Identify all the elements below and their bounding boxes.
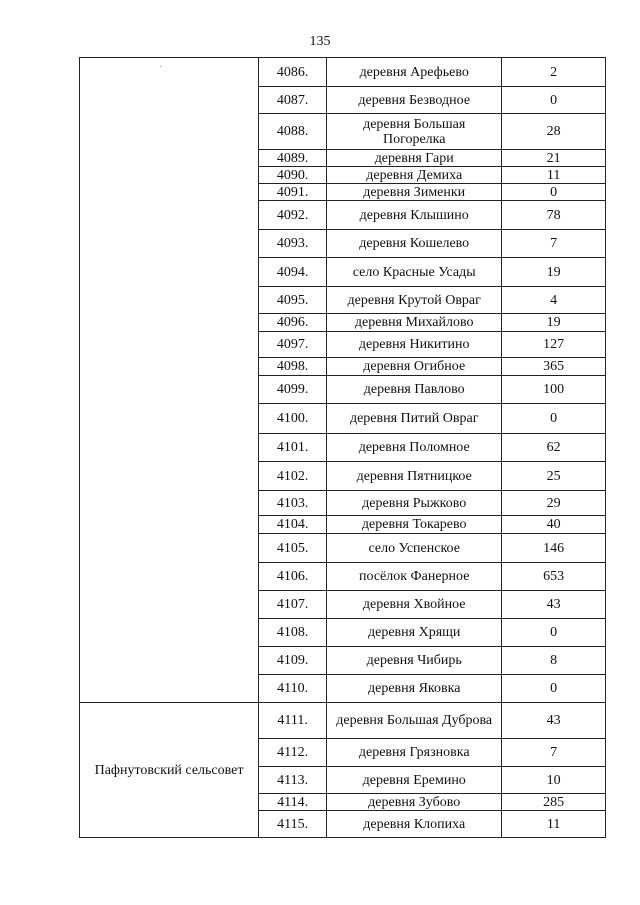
- number-cell: 4100.: [259, 404, 327, 434]
- number-cell: 4106.: [259, 563, 327, 591]
- number-cell: 4108.: [259, 619, 327, 647]
- number-cell: 4115.: [259, 811, 327, 838]
- population-cell: 19: [502, 314, 606, 332]
- number-cell: 4097.: [259, 332, 327, 358]
- number-cell: 4090.: [259, 167, 327, 184]
- number-cell: 4113.: [259, 767, 327, 794]
- settlement-cell: деревня Безводное: [327, 87, 502, 114]
- population-cell: 285: [502, 794, 606, 811]
- number-cell: 4094.: [259, 258, 327, 287]
- number-cell: 4109.: [259, 647, 327, 675]
- population-cell: 2: [502, 58, 606, 87]
- population-cell: 0: [502, 675, 606, 703]
- population-cell: 0: [502, 619, 606, 647]
- settlement-cell: деревня Гари: [327, 150, 502, 167]
- population-cell: 11: [502, 811, 606, 838]
- number-cell: 4098.: [259, 358, 327, 376]
- population-cell: 21: [502, 150, 606, 167]
- settlement-cell: деревня Арефьево: [327, 58, 502, 87]
- number-cell: 4112.: [259, 739, 327, 767]
- settlement-cell: деревня Питий Овраг: [327, 404, 502, 434]
- settlement-cell: деревня Токарево: [327, 516, 502, 534]
- number-cell: 4086.: [259, 58, 327, 87]
- number-cell: 4101.: [259, 434, 327, 462]
- settlements-table: [79, 57, 606, 838]
- settlement-cell: деревня Чибирь: [327, 647, 502, 675]
- population-cell: 4: [502, 287, 606, 314]
- settlement-cell: деревня Огибное: [327, 358, 502, 376]
- number-cell: 4103.: [259, 491, 327, 516]
- table-row: [80, 58, 606, 87]
- population-cell: 11: [502, 167, 606, 184]
- settlement-cell: деревня Яковка: [327, 675, 502, 703]
- settlement-cell: деревня Еремино: [327, 767, 502, 794]
- population-cell: 43: [502, 703, 606, 739]
- number-cell: 4087.: [259, 87, 327, 114]
- number-cell: 4099.: [259, 376, 327, 404]
- settlement-cell: деревня Кошелево: [327, 230, 502, 258]
- number-cell: 4114.: [259, 794, 327, 811]
- settlement-cell: деревня Большая Погорелка: [327, 114, 502, 150]
- population-cell: 28: [502, 114, 606, 150]
- settlement-cell: деревня Грязновка: [327, 739, 502, 767]
- population-cell: 127: [502, 332, 606, 358]
- settlement-cell: деревня Крутой Овраг: [327, 287, 502, 314]
- number-cell: 4105.: [259, 534, 327, 563]
- number-cell: 4091.: [259, 184, 327, 201]
- number-cell: 4095.: [259, 287, 327, 314]
- settlement-cell: деревня Большая Дуброва: [327, 703, 502, 739]
- settlement-cell: деревня Зубово: [327, 794, 502, 811]
- district-cell: Пафнутовский сельсовет: [80, 703, 259, 838]
- settlement-cell: село Красные Усады: [327, 258, 502, 287]
- number-cell: 4092.: [259, 201, 327, 230]
- population-cell: 19: [502, 258, 606, 287]
- number-cell: 4093.: [259, 230, 327, 258]
- number-cell: 4107.: [259, 591, 327, 619]
- population-cell: 0: [502, 87, 606, 114]
- settlement-cell: деревня Клышино: [327, 201, 502, 230]
- population-cell: 43: [502, 591, 606, 619]
- settlement-cell: деревня Никитино: [327, 332, 502, 358]
- number-cell: 4089.: [259, 150, 327, 167]
- population-cell: 365: [502, 358, 606, 376]
- table-row: [80, 703, 606, 739]
- number-cell: 4088.: [259, 114, 327, 150]
- population-cell: 0: [502, 184, 606, 201]
- settlement-cell: деревня Пятницкое: [327, 462, 502, 491]
- population-cell: 78: [502, 201, 606, 230]
- settlement-cell: деревня Павлово: [327, 376, 502, 404]
- settlement-cell: деревня Михайлово: [327, 314, 502, 332]
- district-cell: [80, 58, 259, 703]
- settlement-cell: село Успенское: [327, 534, 502, 563]
- population-cell: 29: [502, 491, 606, 516]
- population-cell: 0: [502, 404, 606, 434]
- population-cell: 25: [502, 462, 606, 491]
- population-cell: 7: [502, 230, 606, 258]
- number-cell: 4096.: [259, 314, 327, 332]
- settlement-cell: деревня Демиха: [327, 167, 502, 184]
- population-cell: 10: [502, 767, 606, 794]
- number-cell: 4111.: [259, 703, 327, 739]
- settlement-cell: деревня Зименки: [327, 184, 502, 201]
- population-cell: 62: [502, 434, 606, 462]
- number-cell: 4102.: [259, 462, 327, 491]
- settlement-cell: посёлок Фанерное: [327, 563, 502, 591]
- settlement-cell: деревня Хрящи: [327, 619, 502, 647]
- population-cell: 100: [502, 376, 606, 404]
- settlement-cell: деревня Поломное: [327, 434, 502, 462]
- population-cell: 40: [502, 516, 606, 534]
- settlement-cell: деревня Хвойное: [327, 591, 502, 619]
- settlement-cell: деревня Клопиха: [327, 811, 502, 838]
- number-cell: 4104.: [259, 516, 327, 534]
- population-cell: 8: [502, 647, 606, 675]
- population-cell: 653: [502, 563, 606, 591]
- population-cell: 146: [502, 534, 606, 563]
- settlement-cell: деревня Рыжково: [327, 491, 502, 516]
- number-cell: 4110.: [259, 675, 327, 703]
- page-number: 135: [309, 34, 331, 49]
- population-cell: 7: [502, 739, 606, 767]
